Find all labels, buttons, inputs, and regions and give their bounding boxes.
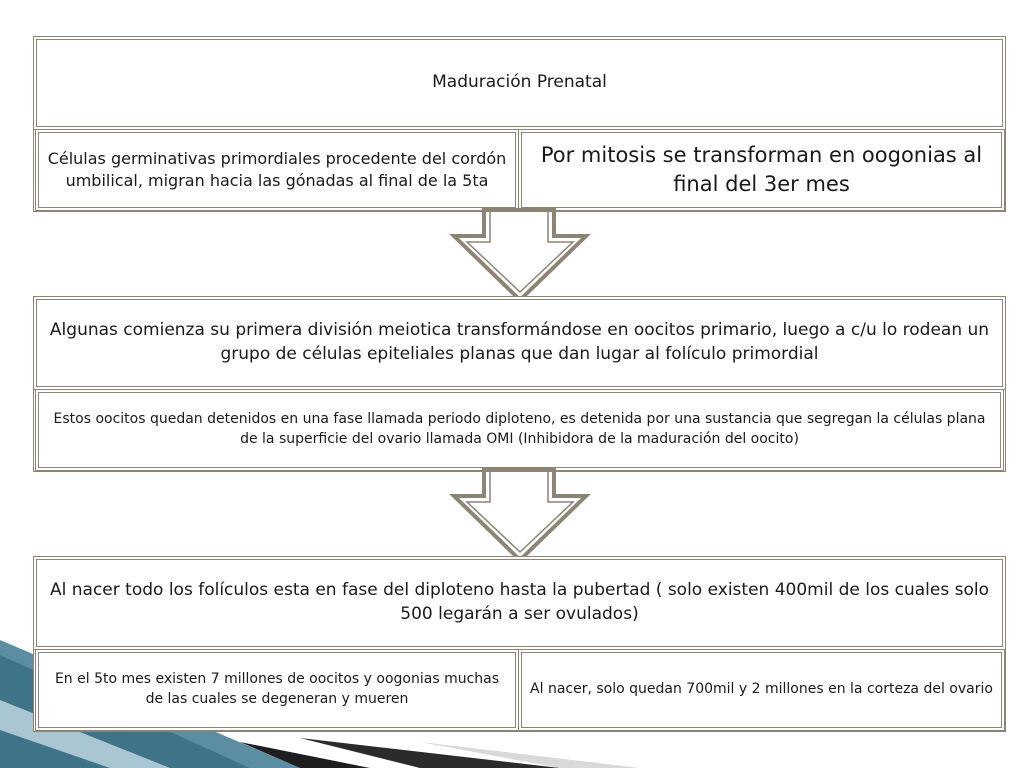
section1-header bbox=[33, 36, 1006, 130]
section3-right-text: Al nacer, solo quedan 700mil y 2 millones en la corteza del ovario bbox=[530, 681, 993, 698]
section2-header-text: Algunas comienza su primera división meiotica transformándose en oocitos primario, luego a c/u lo rodean un grupo de células epiteliales planas que dan lugar al folículo primordial bbox=[49, 320, 990, 364]
section3-right-box bbox=[518, 649, 1005, 731]
section1-right-box bbox=[518, 129, 1005, 211]
section3-left-text: En el 5to mes existen 7 millones de oocitos y oogonias muchas de las cuales se degeneran y mueren bbox=[54, 671, 500, 707]
down-arrow-1 bbox=[448, 208, 592, 304]
section1-right-text: Por mitosis se transforman en oogonias al final del 3er mes bbox=[540, 142, 983, 196]
section3-header bbox=[33, 556, 1006, 650]
section1-left-text: Células germinativas primordiales procedente del cordón umbilical, migran hacia las gónadas al final de la 5ta bbox=[47, 148, 507, 190]
down-arrow-2 bbox=[448, 468, 592, 564]
section3-left-box bbox=[35, 649, 519, 731]
section2-body-text: Estos oocitos quedan detenidos en una fase llamada periodo diploteno, es detenida por una sustancia que segregan la células plana de la superficie del ovario llamada OMI (Inhibidora de la maduración del oocito) bbox=[53, 411, 986, 447]
section1-header-text: Maduración Prenatal bbox=[432, 72, 607, 93]
section2-body-box bbox=[35, 389, 1004, 471]
section1-left-box bbox=[35, 129, 519, 211]
section3-header-text: Al nacer todo los folículos esta en fase del diploteno hasta la pubertad ( solo existen 400mil de los cuales solo 500 legarán a ser ovulados) bbox=[50, 580, 989, 624]
section2-header bbox=[33, 296, 1006, 390]
